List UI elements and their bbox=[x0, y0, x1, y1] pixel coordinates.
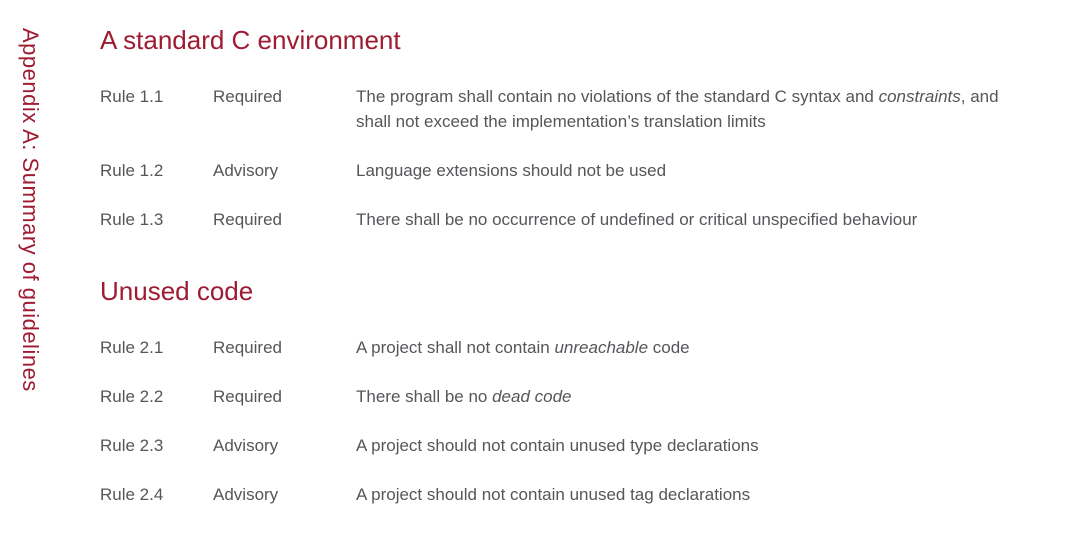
rule-row bbox=[100, 335, 1030, 360]
rule-row bbox=[100, 482, 1030, 507]
rule-list bbox=[100, 335, 1030, 507]
rule-row bbox=[100, 433, 1030, 458]
rule-id: Rule 1.3 bbox=[100, 210, 164, 229]
rule-description: A project should not contain unused type declarations bbox=[356, 436, 759, 455]
rule-id: Rule 2.1 bbox=[100, 338, 164, 357]
rule-id: Rule 2.4 bbox=[100, 485, 164, 504]
rule-row bbox=[100, 84, 1030, 134]
rule-row bbox=[100, 207, 1030, 232]
rule-category: Advisory bbox=[213, 485, 279, 504]
rule-category: Required bbox=[213, 387, 282, 406]
rule-category: Required bbox=[213, 87, 282, 106]
rule-row bbox=[100, 384, 1030, 409]
rule-category: Required bbox=[213, 338, 282, 357]
rule-description: Language extensions should not be used bbox=[356, 161, 667, 180]
content bbox=[100, 0, 1030, 531]
rule-row bbox=[100, 158, 1030, 183]
section-title: A standard C environment bbox=[100, 25, 401, 55]
section bbox=[100, 275, 1030, 507]
rule-id: Rule 2.3 bbox=[100, 436, 164, 455]
rule-id: Rule 2.2 bbox=[100, 387, 164, 406]
rule-category: Required bbox=[213, 210, 282, 229]
rule-description: The program shall contain no violations of the standard C syntax and constraints, and shall not exceed the implementation’s translation limits bbox=[356, 87, 999, 131]
rule-id: Rule 1.2 bbox=[100, 161, 164, 180]
rule-category: Advisory bbox=[213, 436, 279, 455]
rule-description: There shall be no dead code bbox=[356, 387, 572, 406]
sidebar-vertical-title: Appendix A: Summary of guidelines bbox=[18, 28, 43, 392]
section bbox=[100, 24, 1030, 232]
rule-description: A project should not contain unused tag declarations bbox=[356, 485, 751, 504]
rule-description: There shall be no occurrence of undefined or critical unspecified behaviour bbox=[356, 210, 918, 229]
rule-list bbox=[100, 84, 1030, 232]
section-title: Unused code bbox=[100, 276, 254, 306]
rule-category: Advisory bbox=[213, 161, 279, 180]
rule-description: A project shall not contain unreachable code bbox=[356, 338, 690, 357]
rule-id: Rule 1.1 bbox=[100, 87, 164, 106]
